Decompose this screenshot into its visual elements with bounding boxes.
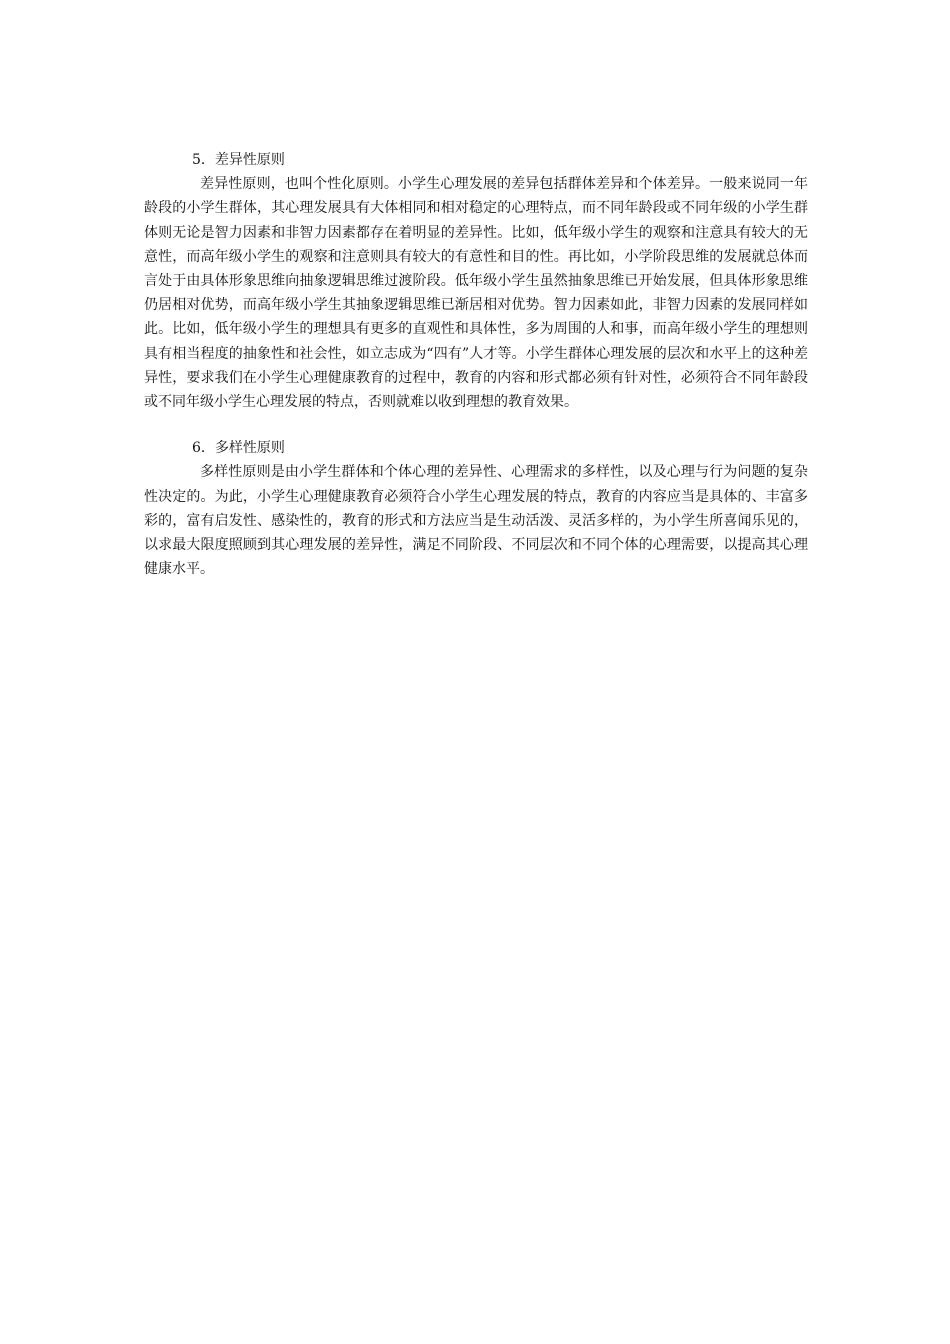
section-paragraph: 多样性原则是由小学生群体和个体心理的差异性、心理需求的多样性，以及心理与行为问题的复杂性决定的。为此，小学生心理健康教育必须符合小学生心理发展的特点，教育的内容应当是具体的、丰富多彩的，富有启发性、感染性的，教育的形式和方法应当是生动活泼、灵活多样的，为小学生所喜闻乐见的，以求最大限度照顾到其心理发展的差异性，满足不同阶段、不同层次和不同个体的心理需要，以提高其心理健康水平。 [144,464,808,578]
section-heading: 6．多样性原则 [192,440,285,457]
section-paragraph: 差异性原则，也叫个性化原则。小学生心理发展的差异包括群体差异和个体差异。一般来说同一年龄段的小学生群体，其心理发展具有大体相同和相对稳定的心理特点，而不同年龄段或不同年级的小学生群体则无论是智力因素和非智力因素都存在着明显的差异性。比如，低年级小学生的观察和注意具有较大的无意性，而高年级小学生的观察和注意则具有较大的有意性和目的性。再比如，小学阶段思维的发展就总体而言处于由具体形象思维向抽象逻辑思维过渡阶段。低年级小学生虽然抽象思维已开始发展，但具体形象思维仍居相对优势，而高年级小学生其抽象逻辑思维已渐居相对优势。智力因素如此，非智力因素的发展同样如此。比如，低年级小学生的理想具有更多的直观性和具体性，多为周围的人和事，而高年级小学生的理想则具有相当程度的抽象性和社会性，如立志成为“四有”人才等。小学生群体心理发展的层次和水平上的这种差异性，要求我们在小学生心理健康教育的过程中，教育的内容和形式都必须有针对性，必须符合不同年龄段或不同年级小学生心理发展的特点，否则就难以收到理想的教育效果。 [144,176,808,411]
document-content [144,148,808,581]
section-difference-principle [144,148,808,414]
section-heading: 5．差异性原则 [192,152,285,168]
section-diversity-principle [144,436,808,581]
